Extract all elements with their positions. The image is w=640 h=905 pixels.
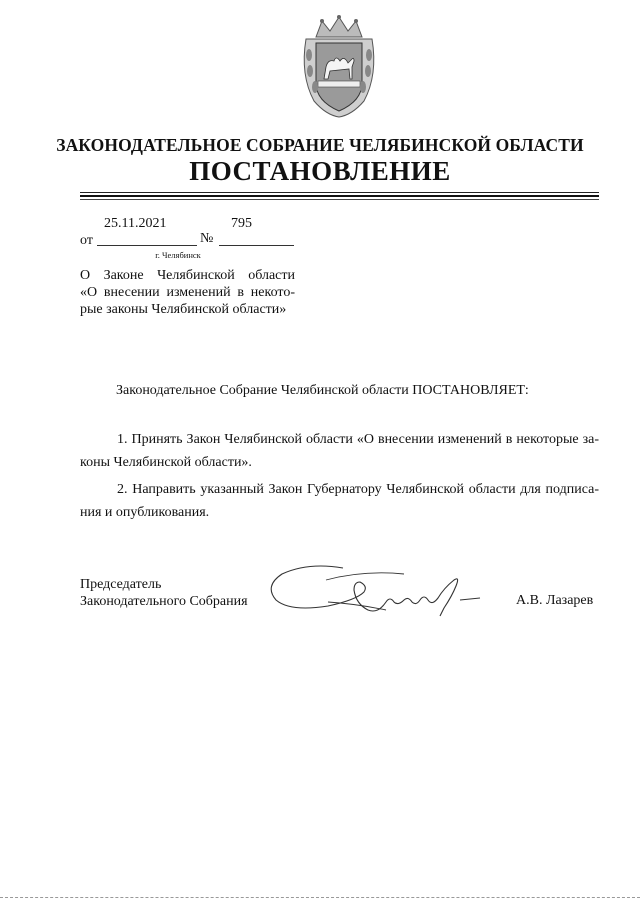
number-label: № [200,231,214,246]
header-divider [80,195,599,197]
subject-line: О Законе Челябинской области [80,268,295,283]
position-line: Законодательного Собрания [80,594,248,609]
preamble-text: Законодательное Собрание Челябинской области ПОСТАНОВЛЯЕТ: [116,383,529,398]
position-line: Председатель [80,577,162,592]
item-text: 2. Направить указанный Закон Губернатору Челябинской области для подписа- [117,482,599,497]
resolution-item [80,428,599,474]
document-type-title: ПОСТАНОВЛЕНИЕ [189,156,451,186]
document-date: 25.11.2021 [104,216,167,231]
subject-line: рые законы Челябинской области» [80,302,287,317]
item-text: 1. Принять Закон Челябинской области «О внесении изменений в некоторые за- [117,432,599,447]
date-label: от [80,233,93,248]
number-underline [219,245,294,246]
item-text-continued: коны Челябинской области». [80,455,252,470]
coat-of-arms-emblem [296,15,382,119]
page-bottom-edge [0,897,640,898]
document-subject [80,267,295,318]
header-divider [80,199,599,200]
date-underline [97,245,197,246]
header-divider [80,192,599,193]
signatory-name: А.В. Лазарев [516,593,594,608]
document-number: 795 [231,216,252,231]
subject-line: «О внесении изменений в некото- [80,285,295,300]
item-text-continued: ния и опубликования. [80,505,210,520]
resolution-item [80,478,599,524]
organization-title: ЗАКОНОДАТЕЛЬНОЕ СОБРАНИЕ ЧЕЛЯБИНСКОЙ ОБЛАСТИ [56,135,584,155]
handwritten-signature [268,560,488,622]
city-label: г. Челябинск [155,250,201,260]
signatory-position [80,576,248,610]
